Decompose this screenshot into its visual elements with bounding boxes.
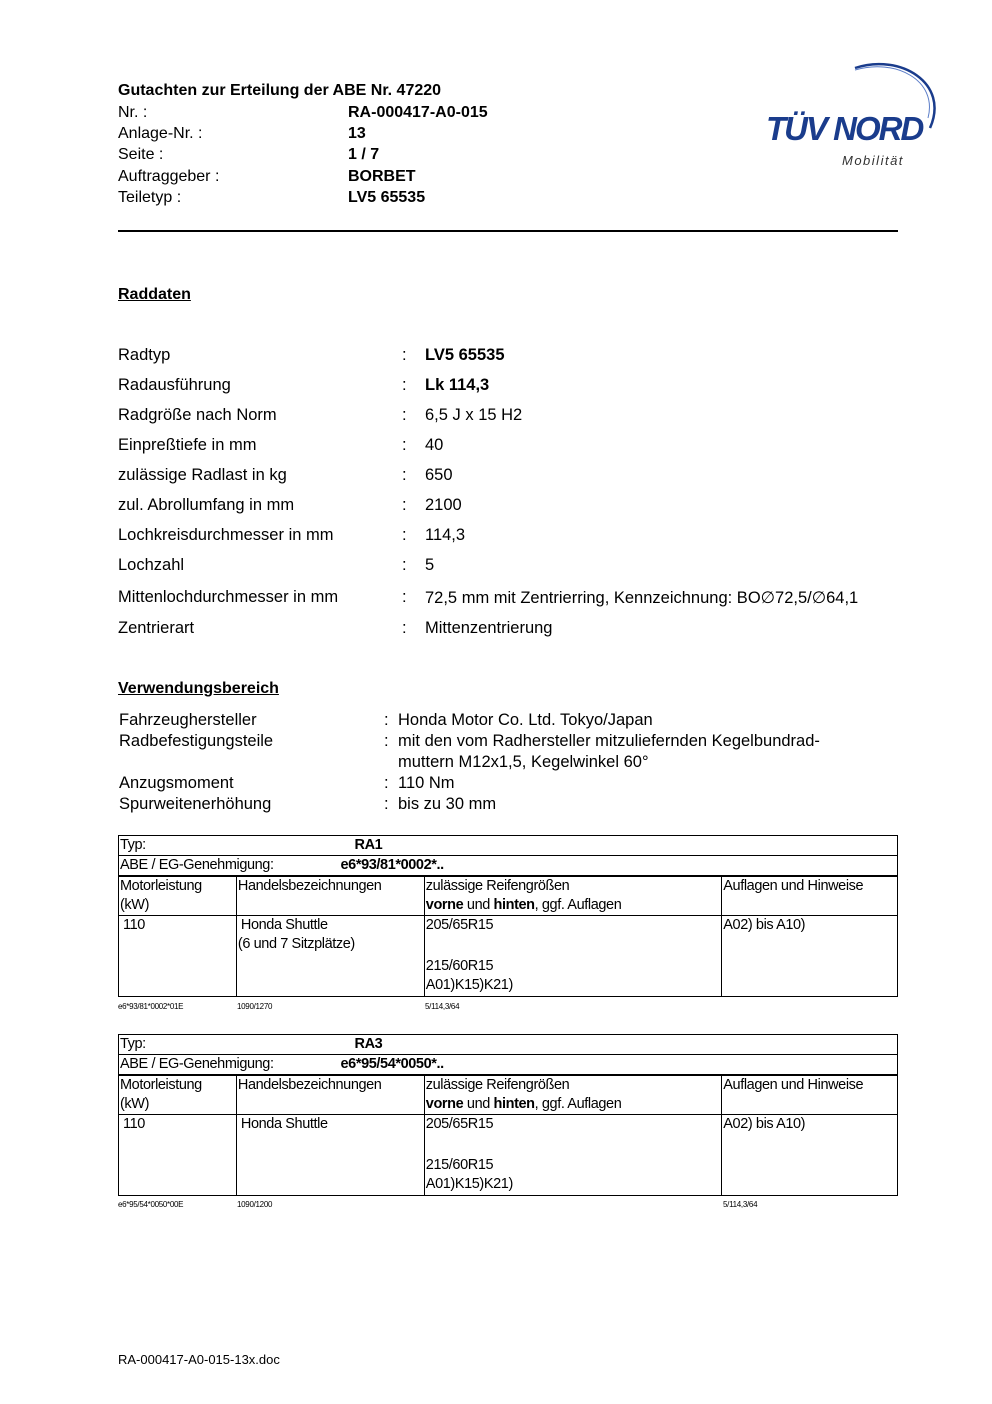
table-row-abe — [119, 1055, 898, 1076]
table-footnote: 5/114,3/64 — [723, 1200, 758, 1209]
abe-value: e6*95/54*0050*.. — [340, 1056, 444, 1072]
raddaten-value: LV5 65535 — [425, 346, 505, 364]
typ-value: RA3 — [354, 1036, 383, 1052]
col-header-sub — [426, 896, 720, 915]
raddaten-heading: Raddaten — [118, 286, 191, 303]
table-header-row — [119, 876, 898, 916]
handel-text-2: (6 und 7 Sitzplätze) — [237, 936, 355, 952]
rest-text: , ggf. Auflagen — [534, 1096, 622, 1112]
cell-auflagen: A02) bis A10) — [722, 916, 898, 997]
rest-text: , ggf. Auflagen — [534, 897, 622, 913]
header-label: Seite : — [118, 146, 164, 163]
tuv-nord-logo — [760, 58, 940, 173]
col-header-motor — [119, 1075, 237, 1115]
colon: : — [402, 526, 407, 544]
raddaten-label: Radtyp — [118, 346, 171, 364]
reifen-text: 205/65R15 — [425, 917, 494, 933]
raddaten-label: Zentrierart — [118, 619, 195, 637]
raddaten-label: Mittenlochdurchmesser in mm — [118, 588, 339, 606]
colon: : — [384, 732, 389, 750]
cell-reifen — [424, 1115, 721, 1196]
colon: : — [384, 774, 389, 792]
reifen-text: 215/60R15 — [425, 1157, 494, 1173]
header-value: LV5 65535 — [348, 189, 426, 206]
vorne-text: vorne — [425, 897, 464, 913]
abe-cell — [119, 1055, 898, 1076]
raddaten-value: 40 — [425, 436, 444, 454]
col-header-unit: (kW) — [120, 897, 149, 913]
colon: : — [402, 588, 407, 606]
table-footnote: e6*95/54*0050*00E — [118, 1200, 184, 1209]
raddaten-value: 650 — [425, 466, 453, 484]
footer-filename: RA-000417-A0-015-13x.doc — [118, 1352, 280, 1367]
header-value: 1 / 7 — [348, 146, 380, 163]
abe-label: ABE / EG-Genehmigung: — [120, 857, 274, 873]
raddaten-value: 114,3 — [425, 526, 466, 544]
verwendung-value: 110 Nm — [398, 774, 455, 792]
raddaten-label: Lochkreisdurchmesser in mm — [118, 526, 334, 544]
abe-label: ABE / EG-Genehmigung: — [120, 1056, 274, 1072]
hinten-text: hinten — [493, 897, 535, 913]
abe-value: e6*93/81*0002*.. — [340, 857, 444, 873]
header-divider — [118, 230, 898, 232]
reifen-text: 205/65R15 — [425, 1116, 494, 1132]
typ-value: RA1 — [354, 837, 383, 853]
raddaten-value: 72,5 mm mit Zentrierring, Kennzeichnung: BO∅72,5/∅64,1 — [425, 589, 859, 607]
vehicle-table-ra3 — [118, 1034, 898, 1196]
table-row — [119, 1115, 898, 1196]
raddaten-value: Lk 114,3 — [425, 376, 490, 394]
cell-handel — [236, 1115, 424, 1196]
colon: : — [402, 346, 407, 364]
typ-label: Typ: — [120, 837, 146, 853]
hinten-text: hinten — [493, 1096, 535, 1112]
col-header-text: zulässige Reifengrößen — [425, 1077, 570, 1093]
und-text: und — [463, 897, 494, 913]
logo-subtitle-text: Mobilität — [842, 153, 904, 168]
abe-cell — [119, 856, 898, 877]
tuv-nord-logo-icon — [760, 58, 940, 173]
raddaten-label: Einpreßtiefe in mm — [118, 436, 257, 454]
vehicle-table-ra1 — [118, 835, 898, 997]
header-value: RA-000417-A0-015 — [348, 104, 488, 121]
verwendung-value-cont: muttern M12x1,5, Kegelwinkel 60° — [398, 753, 649, 771]
colon: : — [402, 466, 407, 484]
col-header-reifen — [424, 876, 721, 916]
vorne-text: vorne — [425, 1096, 464, 1112]
verwendung-label: Radbefestigungsteile — [119, 732, 274, 750]
col-header-text: Motorleistung — [120, 878, 202, 894]
table-footnote: 1090/1200 — [237, 1200, 273, 1209]
typ-label: Typ: — [120, 1036, 146, 1052]
verwendung-value: mit den vom Radhersteller mitzuliefernden Kegelbundrad- — [398, 732, 820, 750]
reifen-text: A01)K15)K21) — [425, 1176, 513, 1192]
header-label: Auftraggeber : — [118, 168, 220, 185]
verwendung-heading: Verwendungsbereich — [118, 680, 279, 697]
col-header-reifen — [424, 1075, 721, 1115]
reifen-text: A01)K15)K21) — [425, 977, 513, 993]
document-title: Gutachten zur Erteilung der ABE Nr. 47220 — [118, 82, 442, 99]
col-header-auflagen: Auflagen und Hinweise — [722, 876, 898, 916]
table-footnote: 5/114,3/64 — [425, 1002, 460, 1011]
col-header-unit: (kW) — [120, 1096, 149, 1112]
raddaten-value: Mittenzentrierung — [425, 619, 553, 637]
header-label: Teiletyp : — [118, 189, 182, 206]
raddaten-label: zul. Abrollumfang in mm — [118, 496, 295, 514]
table-row-abe — [119, 856, 898, 877]
cell-motor: 110 — [119, 1115, 237, 1196]
col-header-handel: Handelsbezeichnungen — [236, 876, 424, 916]
handel-text: Honda Shuttle — [240, 917, 328, 933]
col-header-auflagen: Auflagen und Hinweise — [722, 1075, 898, 1115]
table-row — [119, 916, 898, 997]
raddaten-value: 5 — [425, 556, 435, 574]
table-row-typ — [119, 836, 898, 856]
col-header-text: zulässige Reifengrößen — [425, 878, 570, 894]
raddaten-label: zulässige Radlast in kg — [118, 466, 287, 484]
reifen-text: 215/60R15 — [425, 958, 494, 974]
typ-cell — [119, 1035, 898, 1055]
table-header-row — [119, 1075, 898, 1115]
raddaten-label: Radgröße nach Norm — [118, 406, 277, 424]
col-header-motor — [119, 876, 237, 916]
raddaten-label: Radausführung — [118, 376, 231, 394]
col-header-sub — [426, 1095, 720, 1114]
col-header-text: Motorleistung — [120, 1077, 202, 1093]
colon: : — [402, 406, 407, 424]
colon: : — [402, 376, 407, 394]
colon: : — [402, 619, 407, 637]
table-footnote: 1090/1270 — [237, 1002, 273, 1011]
verwendung-label: Fahrzeughersteller — [119, 711, 257, 729]
colon: : — [402, 496, 407, 514]
colon: : — [402, 436, 407, 454]
cell-reifen — [424, 916, 721, 997]
handel-text: Honda Shuttle — [240, 1116, 328, 1132]
raddaten-value: 2100 — [425, 496, 462, 514]
table-row-typ — [119, 1035, 898, 1055]
und-text: und — [463, 1096, 494, 1112]
verwendung-label: Spurweitenerhöhung — [119, 795, 272, 813]
raddaten-value: 6,5 J x 15 H2 — [425, 406, 523, 424]
col-header-handel: Handelsbezeichnungen — [236, 1075, 424, 1115]
cell-handel — [236, 916, 424, 997]
verwendung-label: Anzugsmoment — [119, 774, 234, 792]
verwendung-value: bis zu 30 mm — [398, 795, 497, 813]
header-label: Nr. : — [118, 104, 148, 121]
verwendung-value: Honda Motor Co. Ltd. Tokyo/Japan — [398, 711, 653, 729]
cell-motor: 110 — [119, 916, 237, 997]
header-value: 13 — [348, 125, 366, 142]
colon: : — [384, 795, 389, 813]
header-value: BORBET — [348, 168, 416, 185]
cell-auflagen: A02) bis A10) — [722, 1115, 898, 1196]
logo-brand-text: TÜV NORD — [766, 110, 923, 147]
typ-cell — [119, 836, 898, 856]
colon: : — [402, 556, 407, 574]
raddaten-label: Lochzahl — [118, 556, 185, 574]
colon: : — [384, 711, 389, 729]
header-label: Anlage-Nr. : — [118, 125, 203, 142]
table-footnote: e6*93/81*0002*01E — [118, 1002, 184, 1011]
